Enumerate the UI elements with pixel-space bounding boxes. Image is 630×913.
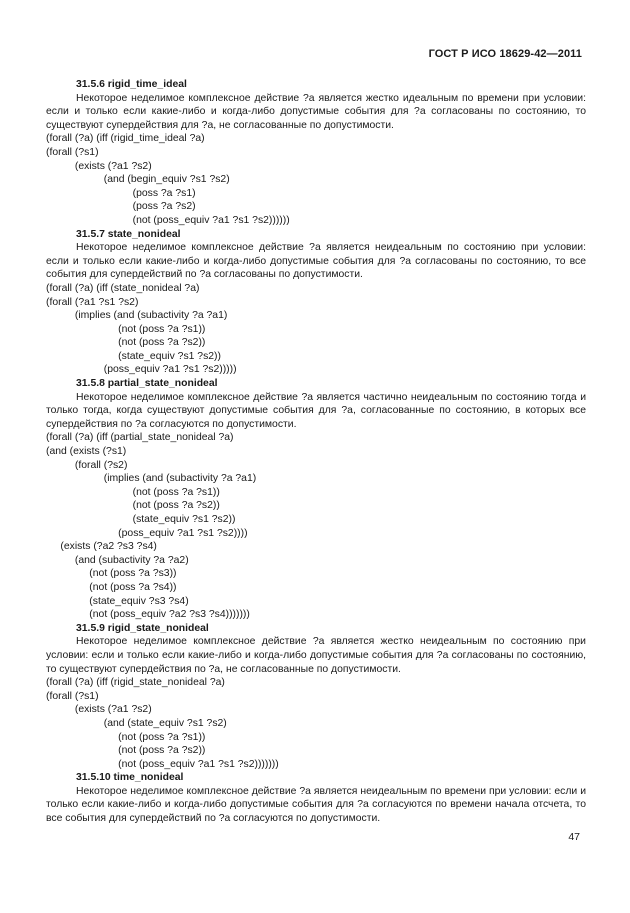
formula-line: (forall (?a) (iff (rigid_state_nonideal ?a) bbox=[46, 677, 225, 689]
formula-line: (forall (?a) (iff (partial_state_nonideal ?a) bbox=[46, 432, 234, 444]
formula-line: (and (exists (?s1) bbox=[46, 446, 127, 458]
formula-line: (poss ?a ?s1) bbox=[46, 187, 196, 199]
formula-line: (forall (?s1) bbox=[46, 146, 99, 158]
formula-line: (not (poss_equiv ?a1 ?s1 ?s2)))))) bbox=[46, 214, 290, 226]
formula-line: (poss_equiv ?a1 ?s1 ?s2))))) bbox=[46, 364, 237, 376]
formula-line: (forall (?a) (iff (state_nonideal ?a) bbox=[46, 282, 200, 294]
section-title: 31.5.6 rigid_time_ideal bbox=[76, 79, 187, 90]
formula-block bbox=[46, 282, 586, 377]
formula-line: (not (poss ?a ?s2)) bbox=[46, 500, 220, 512]
section-paragraph: Некоторое неделимое комплексное действие ?a является частично неидеальным по состоянию тогда и только тогда, когда существуют допустимые события для ?a, согласованные по состоянию, в которых все супердействия по ?a согласуются по допустимости. bbox=[46, 391, 586, 430]
section-title: 31.5.7 state_nonideal bbox=[76, 228, 181, 240]
formula-block bbox=[46, 431, 586, 621]
section-title: 31.5.8 partial_state_nonideal bbox=[76, 378, 218, 390]
formula-line: (not (poss ?a ?s2)) bbox=[46, 745, 206, 757]
formula-line: (exists (?a1 ?s2) bbox=[46, 160, 152, 172]
page-header: ГОСТ Р ИСО 18629-42—2011 bbox=[428, 48, 582, 60]
page-number: 47 bbox=[568, 831, 580, 843]
formula-line: (implies (and (subactivity ?a ?a1) bbox=[46, 473, 257, 485]
formula-line: (state_equiv ?s1 ?s2)) bbox=[46, 350, 221, 362]
section-title: 31.5.9 rigid_state_nonideal bbox=[76, 622, 209, 634]
formula-line: (and (subactivity ?a ?a2) bbox=[46, 554, 189, 566]
formula-line: (poss ?a ?s2) bbox=[46, 201, 196, 213]
formula-line: (not (poss ?a ?s1)) bbox=[46, 323, 206, 335]
formula-line: (state_equiv ?s1 ?s2)) bbox=[46, 514, 236, 525]
formula-line: (forall (?s1) bbox=[46, 690, 99, 702]
formula-line: (not (poss_equiv ?a1 ?s1 ?s2))))))) bbox=[46, 758, 279, 770]
formula-line: (forall (?s2) bbox=[46, 459, 128, 471]
formula-line: (not (poss ?a ?s4)) bbox=[46, 581, 177, 593]
document-body bbox=[46, 78, 586, 826]
section-paragraph: Некоторое неделимое комплексное действие ?a является жестко идеальным по времени при условии: если и только если какие-либо и когда-либо допустимые события для ?a согласованы по состоянию, то существуют супердействия для ?a, не согласованные по допустимости. bbox=[46, 92, 586, 131]
formula-line: (state_equiv ?s3 ?s4) bbox=[46, 595, 189, 607]
formula-block bbox=[46, 676, 586, 771]
formula-block bbox=[46, 132, 586, 227]
formula-line: (not (poss ?a ?s1)) bbox=[46, 731, 206, 743]
formula-line: (not (poss ?a ?s3)) bbox=[46, 568, 177, 580]
formula-line: (not (poss_equiv ?a2 ?s3 ?s4))))))) bbox=[46, 609, 250, 621]
formula-line: (forall (?a) (iff (rigid_time_ideal ?a) bbox=[46, 133, 205, 145]
formula-line: (implies (and (subactivity ?a ?a1) bbox=[46, 310, 228, 322]
section-paragraph: Некоторое неделимое комплексное действие ?a является жестко неидеальным по состоянию при условии: если и только если какие-либо и когда-либо допустимые события для ?a согласованы по состоянию, то существуют супердействия по ?a, не согласованные по допустимости. bbox=[46, 636, 586, 675]
section-title: 31.5.10 time_nonideal bbox=[76, 772, 184, 784]
formula-line: (not (poss ?a ?s2)) bbox=[46, 337, 206, 349]
formula-line: (and (state_equiv ?s1 ?s2) bbox=[46, 717, 227, 729]
formula-line: (forall (?a1 ?s1 ?s2) bbox=[46, 296, 139, 308]
section-paragraph: Некоторое неделимое комплексное действие ?a является неидеальным по состоянию при условии: если и только если какие-либо и когда-либо допустимые события для ?a согласованы по состоянию, то все события для супердействий по ?a согласованы по допустимости. bbox=[46, 242, 586, 281]
formula-line: (not (poss ?a ?s1)) bbox=[46, 486, 220, 498]
formula-line: (and (begin_equiv ?s1 ?s2) bbox=[46, 174, 230, 186]
formula-line: (exists (?a2 ?s3 ?s4) bbox=[46, 541, 157, 553]
formula-line: (exists (?a1 ?s2) bbox=[46, 704, 152, 716]
section-paragraph: Некоторое неделимое комплексное действие ?a является неидеальным по времени при условии: если и только если какие-либо и когда-либо допустимые события для ?a согласуются по времени начала отсчета, то все события для супердействий по ?a согласуются по допустимости. bbox=[46, 785, 586, 825]
formula-line: (poss_equiv ?a1 ?s1 ?s2)))) bbox=[46, 527, 248, 539]
